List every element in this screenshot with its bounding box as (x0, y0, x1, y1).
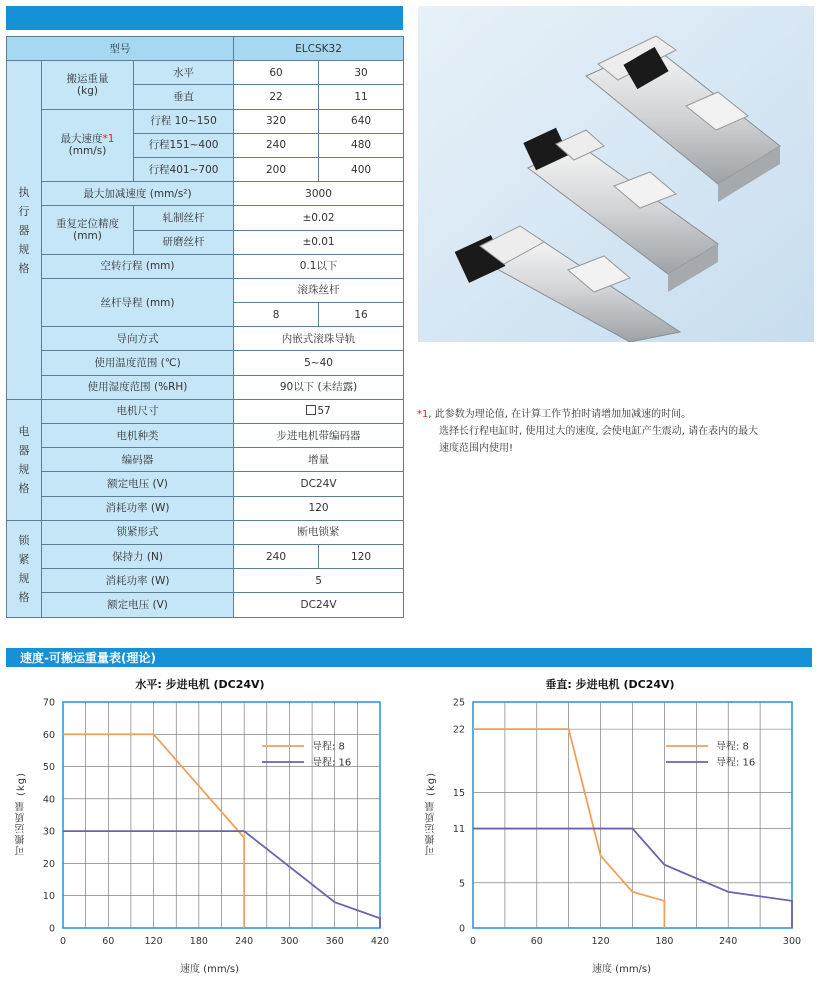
y-tick-label: 0 (458, 923, 465, 935)
power-value: 120 (234, 496, 404, 520)
voltage-label: 额定电压 (V) (42, 472, 234, 496)
table-row (7, 61, 404, 85)
voltage-value: DC24V (234, 472, 404, 496)
rolled-screw-label: 轧制丝杆 (134, 206, 234, 230)
y-tick-label: 0 (48, 923, 55, 935)
section-motor: 电器规格 (7, 399, 42, 520)
hold-force-lead8: 240 (234, 544, 319, 568)
legend-label: 导程: 8 (716, 741, 749, 753)
x-tick-label: 180 (189, 936, 208, 947)
table-row (7, 472, 404, 496)
y-tick-label: 11 (452, 824, 465, 836)
lead-label: 丝杆导程 (mm) (42, 278, 234, 326)
x-tick-label: 60 (102, 936, 115, 947)
table-row (7, 448, 404, 472)
chart-canvas (410, 672, 810, 984)
y-tick-label: 10 (42, 891, 55, 903)
table-row (7, 544, 404, 568)
table-row (7, 593, 404, 617)
encoder-value: 增量 (234, 448, 404, 472)
max-accel-label: 最大加减速度 (mm/s²) (42, 182, 234, 206)
speed-value: 640 (319, 109, 404, 133)
lead-8: 8 (234, 303, 319, 327)
y-tick-label: 22 (452, 724, 465, 736)
lock-type-label: 锁紧形式 (42, 520, 234, 544)
motor-size-value: 57 (234, 399, 404, 423)
footnote-line: 选择长行程电缸时, 使用过大的速度, 会使电缸产生震动, 请在表内的最大 (439, 426, 759, 437)
model-value: ELCSK32 (234, 37, 404, 61)
max-speed-label: 最大速度*1 (mm/s) (42, 109, 134, 182)
square-icon (306, 405, 316, 415)
chart-canvas (0, 672, 400, 984)
y-tick-label: 5 (458, 878, 465, 890)
power-label: 消耗功率 (W) (42, 496, 234, 520)
footnote-line: *1, 此参数为理论值, 在计算工作节拍时请增加加减速的时间。 (417, 409, 692, 420)
hold-force-lead16: 120 (319, 544, 404, 568)
encoder-label: 编码器 (42, 448, 234, 472)
model-label: 型号 (7, 37, 234, 61)
table-row (7, 182, 404, 206)
hold-force-label: 保持力 (N) (42, 544, 234, 568)
legend-label: 导程: 8 (312, 741, 345, 753)
y-axis-title: 可搬运质量 (kg) (426, 772, 437, 856)
speed-value: 400 (319, 157, 404, 181)
table-row (7, 399, 404, 423)
y-tick-label: 50 (42, 762, 55, 774)
table-row (7, 254, 404, 278)
lock-type-value: 断电锁紧 (234, 520, 404, 544)
payload-vertical-label: 垂直 (134, 85, 234, 109)
lock-power-value: 5 (234, 569, 404, 593)
table-row (7, 496, 404, 520)
y-axis-title: 可搬运质量 (kg) (16, 772, 27, 856)
x-axis-title: 速度 (mm/s) (592, 964, 652, 975)
lock-voltage-value: DC24V (234, 593, 404, 617)
x-tick-label: 300 (782, 936, 802, 947)
x-tick-label: 360 (325, 936, 344, 947)
lock-power-label: 消耗功率 (W) (42, 569, 234, 593)
rolled-screw-value: ±0.02 (234, 206, 404, 230)
chart-horizontal (0, 672, 400, 984)
stroke-label: 行程151~400 (134, 133, 234, 157)
lead-type: 滚珠丝杆 (234, 278, 404, 302)
motor-size-label: 电机尺寸 (42, 399, 234, 423)
y-tick-label: 40 (42, 794, 55, 806)
y-tick-label: 15 (452, 787, 465, 799)
x-axis-title: 速度 (mm/s) (180, 964, 240, 975)
y-tick-label: 25 (452, 697, 465, 709)
x-tick-label: 0 (59, 936, 67, 947)
motor-type-value: 步进电机带编码器 (234, 424, 404, 448)
speed-value: 240 (234, 133, 319, 157)
repeat-accuracy-label: 重复定位精度 (mm) (42, 206, 134, 254)
y-tick-label: 30 (42, 826, 55, 838)
product-photo (418, 6, 814, 342)
payload-horizontal-label: 水平 (134, 61, 234, 85)
ground-screw-label: 研磨丝杆 (134, 230, 234, 254)
chart-title: 水平: 步进电机 (DC24V) (135, 678, 265, 691)
chart-title: 垂直: 步进电机 (DC24V) (545, 678, 675, 691)
x-tick-label: 240 (235, 936, 254, 947)
y-tick-label: 20 (42, 858, 55, 870)
payload-h-lead16: 30 (319, 61, 404, 85)
speed-value: 480 (319, 133, 404, 157)
motor-type-label: 电机种类 (42, 424, 234, 448)
spec-table (6, 36, 404, 618)
payload-label: 搬运重量 (kg) (42, 61, 134, 109)
humidity-label: 使用湿度范围 (%RH) (42, 375, 234, 399)
section-lock: 锁紧规格 (7, 520, 42, 617)
x-tick-label: 300 (280, 936, 299, 947)
table-row (7, 327, 404, 351)
max-accel-value: 3000 (234, 182, 404, 206)
x-tick-label: 120 (144, 936, 163, 947)
x-tick-label: 240 (719, 936, 738, 947)
x-tick-label: 420 (370, 936, 390, 947)
table-row (7, 109, 404, 133)
x-tick-label: 120 (591, 936, 610, 947)
legend-label: 导程: 16 (716, 757, 756, 769)
x-tick-label: 180 (655, 936, 674, 947)
legend-label: 导程: 16 (312, 757, 352, 769)
header-bar (6, 6, 403, 30)
ground-screw-value: ±0.01 (234, 230, 404, 254)
table-row (7, 351, 404, 375)
temp-label: 使用温度范围 (℃) (42, 351, 234, 375)
lead-16: 16 (319, 303, 404, 327)
table-row (7, 37, 404, 61)
section-title: 速度-可搬运重量表(理论) (20, 651, 156, 665)
stroke-label: 行程 10~150 (134, 109, 234, 133)
table-row (7, 520, 404, 544)
temp-value: 5~40 (234, 351, 404, 375)
footnote-line: 速度范围内使用! (439, 443, 514, 454)
speed-value: 320 (234, 109, 319, 133)
guide-value: 内嵌式滚珠导轨 (234, 327, 404, 351)
y-tick-label: 60 (42, 729, 55, 741)
idle-stroke-value: 0.1以下 (234, 254, 404, 278)
payload-v-lead8: 22 (234, 85, 319, 109)
speed-value: 200 (234, 157, 319, 181)
section-header (6, 648, 812, 667)
payload-h-lead8: 60 (234, 61, 319, 85)
footnote (417, 406, 812, 457)
table-row (7, 278, 404, 302)
y-tick-label: 70 (42, 697, 55, 709)
guide-label: 导向方式 (42, 327, 234, 351)
section-actuator: 执行器规格 (7, 61, 42, 400)
table-row (7, 569, 404, 593)
x-tick-label: 60 (530, 936, 543, 947)
chart-vertical (410, 672, 810, 984)
payload-v-lead16: 11 (319, 85, 404, 109)
lock-voltage-label: 额定电压 (V) (42, 593, 234, 617)
humidity-value: 90以下 (未结露) (234, 375, 404, 399)
idle-stroke-label: 空转行程 (mm) (42, 254, 234, 278)
table-row (7, 206, 404, 230)
table-row (7, 424, 404, 448)
stroke-label: 行程401~700 (134, 157, 234, 181)
table-row (7, 375, 404, 399)
x-tick-label: 0 (469, 936, 477, 947)
